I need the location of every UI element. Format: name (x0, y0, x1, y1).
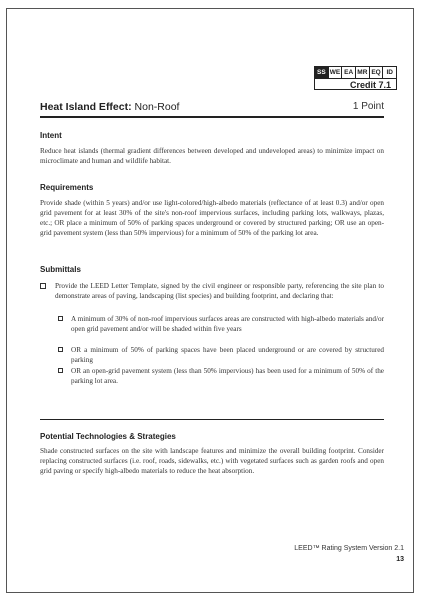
checkbox-icon (58, 368, 63, 373)
submittal-item-text: OR a minimum of 50% of parking spaces have been placed underground or are covered by structured parking (71, 346, 384, 364)
submittal-main-text: Provide the LEED Letter Template, signed by the civil engineer or responsible party, referencing the site plan to demonstrate areas of paving, landscaping (list species) and building footprint, and declaring that: (55, 282, 384, 300)
page-number: 13 (396, 556, 404, 563)
submittal-item (58, 366, 384, 386)
checkbox-icon (58, 316, 63, 321)
category-ss: SS (315, 67, 329, 78)
title-rule (40, 116, 384, 118)
submittal-main (40, 281, 384, 301)
requirements-heading: Requirements (40, 183, 94, 192)
submittal-item (58, 314, 384, 334)
intent-heading: Intent (40, 131, 62, 140)
requirements-text: Provide shade (within 5 years) and/or use light-colored/high-albedo materials (reflectance of at least 0.3) and/or open grid pavement for at least 30% of the site's non-roof impervious surfaces, including parking lots, walkways, plazas, etc.; OR place a minimum of 50% of parking spaces underground or covered by structured parking; OR use an open-grid pavement system (less than 50% impervious) for a minimum of 50% of the parking lot area. (40, 199, 384, 237)
checkbox-icon (40, 283, 46, 289)
category-id: ID (386, 69, 393, 76)
page-title (40, 101, 179, 113)
submittal-item-text: A minimum of 30% of non-roof impervious surfaces areas are constructed with high-albedo materials and/or open grid pavement and/or will be shaded within five years (71, 315, 384, 333)
points-label: 1 Point (352, 101, 384, 112)
category-eq: EQ (370, 67, 384, 78)
section-rule (40, 419, 384, 420)
intent-text: Reduce heat islands (thermal gradient differences between developed and undeveloped areas) to minimize impact on microclimate and human and wildlife habitat. (40, 147, 384, 165)
strategies-heading: Potential Technologies & Strategies (40, 432, 176, 441)
submittal-item-text: OR an open-grid pavement system (less than 50% impervious) has been used for a minimum of 50% of the parking lot area. (71, 367, 384, 385)
footer-rating-system: LEED™ Rating System Version 2.1 (294, 545, 404, 552)
category-ea: EA (342, 67, 356, 78)
submittal-item (58, 345, 384, 365)
title-sub: Non-Roof (134, 101, 180, 113)
category-mr: MR (356, 67, 370, 78)
title-main: Heat Island Effect: (40, 101, 135, 113)
strategies-text: Shade constructed surfaces on the site with landscape features and minimize the overall building footprint. Consider replacing constructed surfaces (i.e. roof, roads, sidewalks, etc.) with vegetated surfaces such as garden roofs and open grid paving or specify high-albedo materials to reduce the heat absorption. (40, 447, 384, 475)
credit-tag-box (314, 66, 397, 90)
category-tabs (315, 67, 396, 79)
submittals-heading: Submittals (40, 265, 81, 274)
credit-number: Credit 7.1 (349, 80, 391, 90)
checkbox-icon (58, 347, 63, 352)
category-we: WE (329, 67, 343, 78)
